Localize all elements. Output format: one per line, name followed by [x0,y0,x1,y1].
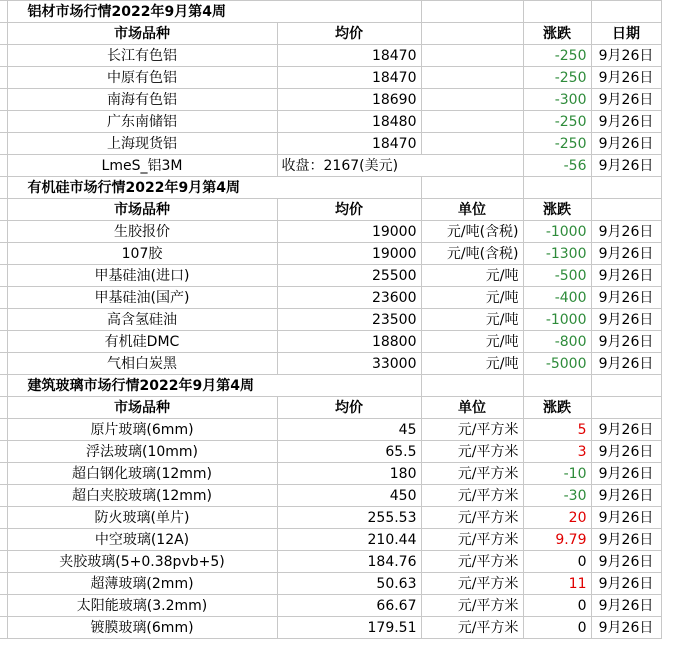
price-unit: 元/平方米 [421,529,523,551]
glass-header-unit: 单位 [421,397,523,419]
quote-date: 9月26日 [591,265,661,287]
price-unit: 元/吨 [421,287,523,309]
product-name: LmeS_铝3M [7,155,277,177]
silicone-title-row [0,177,661,199]
silicone-header-name: 市场品种 [7,199,277,221]
aluminum-title-row [0,1,661,23]
table-row [0,133,661,155]
price-change: -1000 [523,221,591,243]
glass-header-name: 市场品种 [7,397,277,419]
price-change: 0 [523,595,591,617]
product-price: 33000 [277,353,421,375]
price-unit: 元/平方米 [421,463,523,485]
quote-date: 9月26日 [591,309,661,331]
table-row [0,485,661,507]
price-unit: 元/平方米 [421,485,523,507]
glass-header-change: 涨跌 [523,397,591,419]
glass-title-row [0,375,661,397]
product-name: 太阳能玻璃(3.2mm) [7,595,277,617]
product-name: 107胶 [7,243,277,265]
product-name: 超白钢化玻璃(12mm) [7,463,277,485]
price-unit: 元/平方米 [421,551,523,573]
product-price: 23500 [277,309,421,331]
product-name: 长江有色铝 [7,45,277,67]
quote-date: 9月26日 [591,595,661,617]
table-row [0,441,661,463]
product-price: 255.53 [277,507,421,529]
table-row [0,89,661,111]
product-price: 66.67 [277,595,421,617]
quote-date: 9月26日 [591,155,661,177]
price-change: -1300 [523,243,591,265]
price-change: -5000 [523,353,591,375]
table-row [0,595,661,617]
quote-date: 9月26日 [591,419,661,441]
price-change: 9.79 [523,529,591,551]
product-name: 甲基硅油(国产) [7,287,277,309]
quote-date: 9月26日 [591,67,661,89]
glass-title: 建筑玻璃市场行情2022年9月第4周 [7,375,421,397]
price-unit: 元/平方米 [421,441,523,463]
price-change: 20 [523,507,591,529]
product-price: 210.44 [277,529,421,551]
aluminum-header-change: 涨跌 [523,23,591,45]
price-change: -30 [523,485,591,507]
product-name: 原片玻璃(6mm) [7,419,277,441]
glass-header-price: 均价 [277,397,421,419]
table-row [0,45,661,67]
price-change: 3 [523,441,591,463]
product-price: 23600 [277,287,421,309]
table-row [0,243,661,265]
price-unit: 元/平方米 [421,573,523,595]
product-name: 生胶报价 [7,221,277,243]
price-change: -300 [523,89,591,111]
table-row [0,419,661,441]
product-price: 18480 [277,111,421,133]
table-row [0,111,661,133]
quote-date: 9月26日 [591,485,661,507]
price-unit: 元/吨 [421,353,523,375]
price-change: -500 [523,265,591,287]
quote-date: 9月26日 [591,573,661,595]
price-unit: 元/吨 [421,265,523,287]
product-name: 夹胶玻璃(5+0.38pvb+5) [7,551,277,573]
table-row [0,309,661,331]
aluminum-title: 铝材市场行情2022年9月第4周 [7,1,421,23]
quote-date: 9月26日 [591,441,661,463]
price-unit: 元/平方米 [421,595,523,617]
product-price: 18470 [277,67,421,89]
price-unit: 元/吨(含税) [421,221,523,243]
product-name: 超白夹胶玻璃(12mm) [7,485,277,507]
price-change: -56 [523,155,591,177]
product-name: 超薄玻璃(2mm) [7,573,277,595]
product-name: 上海现货铝 [7,133,277,155]
price-change: 11 [523,573,591,595]
quote-date: 9月26日 [591,243,661,265]
table-row [0,265,661,287]
product-name: 南海有色铝 [7,89,277,111]
product-price: 18470 [277,45,421,67]
product-price: 18690 [277,89,421,111]
price-change: -250 [523,133,591,155]
product-name: 中空玻璃(12A) [7,529,277,551]
product-name: 有机硅DMC [7,331,277,353]
price-unit: 元/吨 [421,309,523,331]
aluminum-header-name: 市场品种 [7,23,277,45]
price-unit: 元/平方米 [421,419,523,441]
price-change: -250 [523,67,591,89]
quote-date: 9月26日 [591,331,661,353]
aluminum-header-price: 均价 [277,23,421,45]
price-change: -250 [523,45,591,67]
product-price: 180 [277,463,421,485]
product-name: 甲基硅油(进口) [7,265,277,287]
product-price: 25500 [277,265,421,287]
price-unit: 元/平方米 [421,507,523,529]
product-price: 184.76 [277,551,421,573]
silicone-header-change: 涨跌 [523,199,591,221]
silicone-header-unit: 单位 [421,199,523,221]
aluminum-header-row [0,23,661,45]
product-name: 浮法玻璃(10mm) [7,441,277,463]
product-price: 179.51 [277,617,421,639]
table-row [0,551,661,573]
quote-date: 9月26日 [591,463,661,485]
price-change: -800 [523,331,591,353]
quote-date: 9月26日 [591,551,661,573]
product-price: 18800 [277,331,421,353]
product-price: 65.5 [277,441,421,463]
table-row [0,617,661,639]
price-table-body [0,1,661,639]
table-row [0,353,661,375]
price-change: -10 [523,463,591,485]
product-name: 气相白炭黑 [7,353,277,375]
table-row [0,463,661,485]
price-change: -1000 [523,309,591,331]
product-price: 19000 [277,221,421,243]
quote-date: 9月26日 [591,45,661,67]
silicone-header-row [0,199,661,221]
product-name: 广东南储铝 [7,111,277,133]
quote-date: 9月26日 [591,617,661,639]
quote-date: 9月26日 [591,111,661,133]
price-change: -250 [523,111,591,133]
quote-date: 9月26日 [591,221,661,243]
quote-date: 9月26日 [591,89,661,111]
glass-header-row [0,397,661,419]
product-price: 45 [277,419,421,441]
silicone-title: 有机硅市场行情2022年9月第4周 [7,177,421,199]
product-price: 50.63 [277,573,421,595]
product-price: 收盘：2167(美元) [277,155,523,177]
product-price: 450 [277,485,421,507]
quote-date: 9月26日 [591,133,661,155]
table-row [0,507,661,529]
table-row [0,529,661,551]
price-change: -400 [523,287,591,309]
table-row [0,287,661,309]
product-price: 19000 [277,243,421,265]
aluminum-header-date: 日期 [591,23,661,45]
table-row [0,573,661,595]
price-unit: 元/吨 [421,331,523,353]
table-row [0,67,661,89]
table-row [0,155,661,177]
quote-date: 9月26日 [591,287,661,309]
price-change: 0 [523,617,591,639]
price-unit: 元/吨(含税) [421,243,523,265]
table-row [0,221,661,243]
silicone-header-price: 均价 [277,199,421,221]
price-change: 5 [523,419,591,441]
product-name: 中原有色铝 [7,67,277,89]
quote-date: 9月26日 [591,353,661,375]
product-name: 镀膜玻璃(6mm) [7,617,277,639]
quote-date: 9月26日 [591,529,661,551]
product-price: 18470 [277,133,421,155]
product-name: 防火玻璃(单片) [7,507,277,529]
price-change: 0 [523,551,591,573]
product-name: 高含氢硅油 [7,309,277,331]
table-row [0,331,661,353]
quote-date: 9月26日 [591,507,661,529]
price-unit: 元/平方米 [421,617,523,639]
